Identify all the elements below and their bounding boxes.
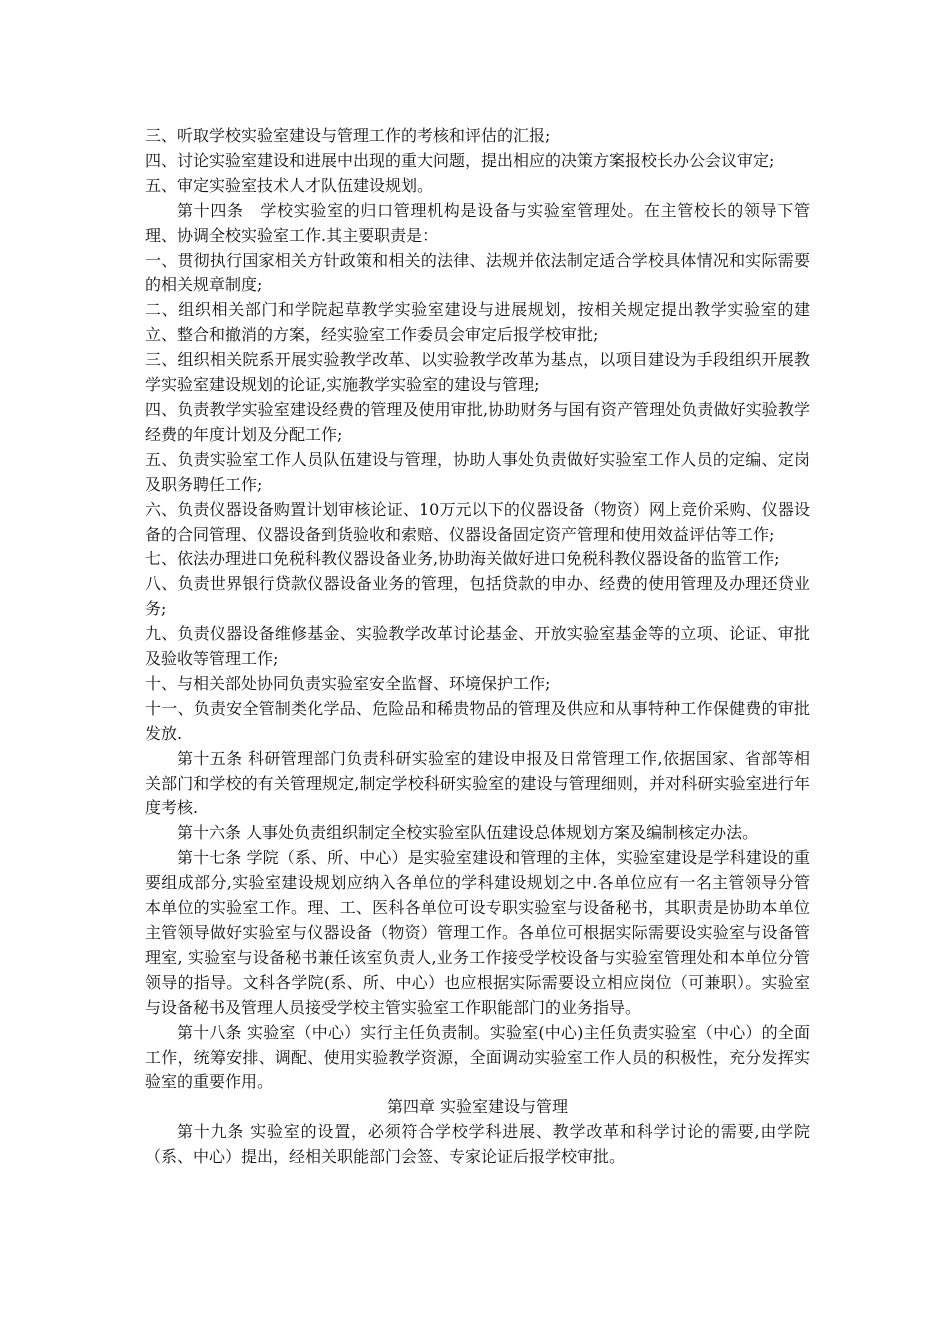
paragraph: 三、听取学校实验室建设与管理工作的考核和评估的汇报; bbox=[145, 126, 551, 145]
duty-item-9: 九、负责仪器设备维修基金、实验教学改革讨论基金、开放实验室基金等的立项、论证、审批及验收等管理工作; bbox=[145, 624, 810, 669]
duty-item-7: 七、依法办理进口免税科教仪器设备业务,协助海关做好进口免税科教仪器设备的监管工作; bbox=[145, 549, 780, 569]
paragraph: 四、讨论实验室建设和进展中出现的重大问题，提出相应的决策方案报校长办公会议审定; bbox=[145, 150, 775, 170]
article-19-paragraph: 第十九条 实验室的设置，必须符合学校学科进展、教学改革和科学讨论的需要,由学院（系、中心）提出，经相关职能部门会签、专家论证后报学校审批。 bbox=[145, 1122, 810, 1167]
duty-item-4: 四、负责教学实验室建设经费的管理及使用审批,协助财务与国有资产管理处负责做好实验教学经费的年度计划及分配工作; bbox=[145, 399, 810, 444]
duty-item-2: 二、组织相关部门和学院起草教学实验室建设与进展规划，按相关规定提出教学实验室的建立、整合和撤消的方案，经实验室工作委员会审定后报学校审批; bbox=[145, 300, 810, 345]
article-16-paragraph: 第十六条 人事处负责组织制定全校实验室队伍建设总体规划方案及编制核定办法。 bbox=[177, 823, 759, 843]
duty-item-8: 八、负责世界银行贷款仪器设备业务的管理，包括贷款的申办、经费的使用管理及办理还贷业务; bbox=[145, 574, 810, 619]
paragraph: 五、审定实验室技术人才队伍建设规划。 bbox=[145, 175, 434, 195]
document-page bbox=[145, 124, 810, 1170]
article-14-paragraph: 第十四条 学校实验室的归口管理机构是设备与实验室管理处。在主管校长的领导下管理、协调全校实验室工作.其主要职责是： bbox=[145, 200, 810, 245]
duty-item-10: 十、与相关部处协同负责实验室安全监督、环境保护工作; bbox=[145, 673, 551, 693]
article-17-paragraph: 第十七条 学院（系、所、中心）是实验室建设和管理的主体，实验室建设是学科建设的重要组成部分,实验室建设规划应纳入各单位的学科建设规划之中.各单位应有一名主管领导分管本单位的实验室工作。理、工、医科各单位可设专职实验室与设备秘书，其职责是协助本单位主管领导做好实验室与仪器设备（物资）管理工作。各单位可根据实际需要设实验室与设备管理室, 实验室与设备秘书兼任该室负责人,业务工作接受学校设备与实验室管理处和本单位分管领导的指导。文科各学院(系、所、中心）也应根据实际需要设立相应岗位（可兼职）。实验室与设备秘书及管理人员接受学校主管实验室工作职能部门的业务指导。 bbox=[145, 848, 810, 1017]
duty-item-6: 六、负责仪器设备购置计划审核论证、10万元以下的仪器设备（物资）网上竞价采购、仪器设备的合同管理、仪器设备到货验收和索赔、仪器设备固定资产管理和使用效益评估等工作; bbox=[145, 499, 810, 544]
duty-item-1: 一、贯彻执行国家相关方针政策和相关的法律、法规并依法制定适合学校具体情况和实际需要的相关规章制度; bbox=[145, 250, 810, 295]
chapter-heading: 第四章 实验室建设与管理 bbox=[386, 1097, 569, 1117]
duty-item-5: 五、负责实验室工作人员队伍建设与管理，协助人事处负责做好实验室工作人员的定编、定岗及职务聘任工作; bbox=[145, 449, 810, 494]
duty-item-3: 三、组织相关院系开展实验教学改革、以实验教学改革为基点，以项目建设为手段组织开展教学实验室建设规划的论证,实施教学实验室的建设与管理; bbox=[145, 350, 810, 395]
duty-item-11: 十一、负责安全管制类化学品、危险品和稀贵物品的管理及供应和从事特种工作保健费的审批发放. bbox=[145, 698, 810, 743]
article-15-paragraph: 第十五条 科研管理部门负责科研实验室的建设申报及日常管理工作,依据国家、省部等相关部门和学校的有关管理规定,制定学校科研实验室的建设与管理细则，并对科研实验室进行年度考核. bbox=[145, 748, 810, 818]
article-18-paragraph: 第十八条 实验室（中心）实行主任负责制。实验室(中心)主任负责实验室（中心）的全面工作，统筹安排、调配、使用实验教学资源，全面调动实验室工作人员的积极性，充分发挥实验室的重要作用。 bbox=[145, 1022, 810, 1092]
